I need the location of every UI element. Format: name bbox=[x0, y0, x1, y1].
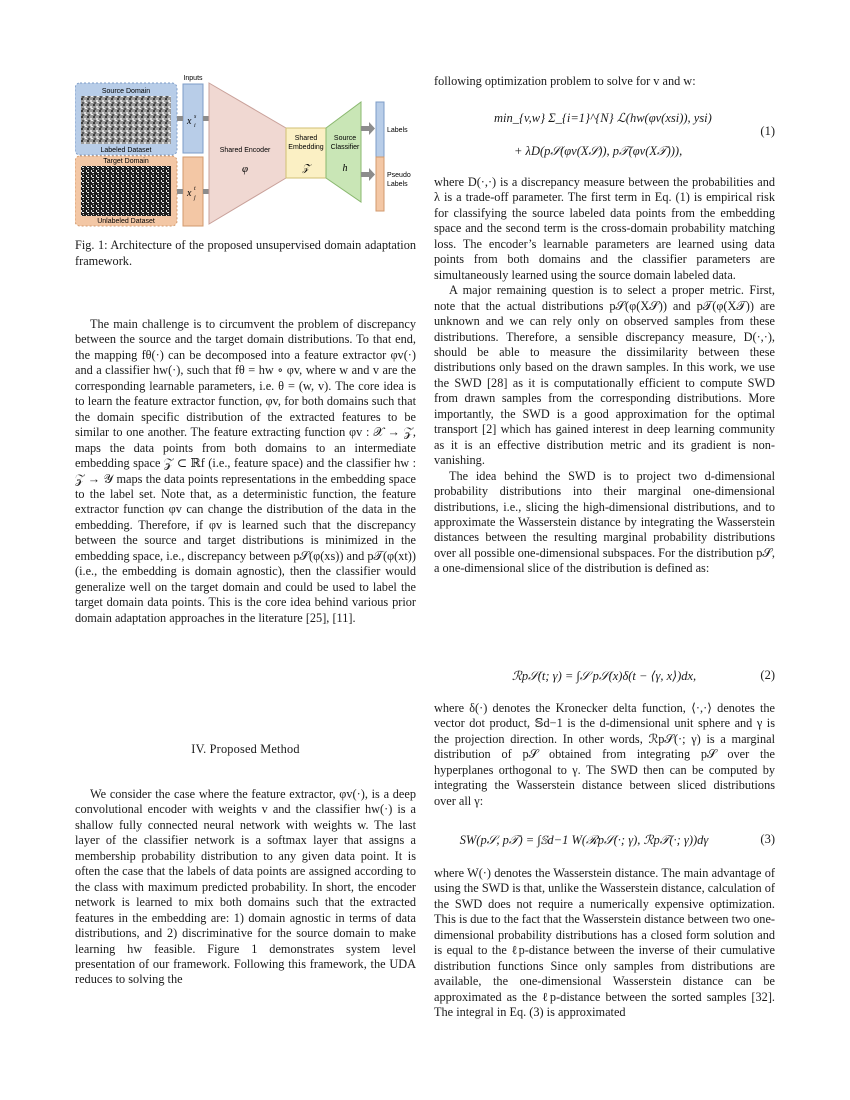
source-input-sup: s bbox=[194, 114, 197, 120]
source-input-box bbox=[183, 84, 203, 153]
shared-embedding-label-1: Shared bbox=[294, 135, 318, 142]
target-input-sup: t bbox=[194, 186, 196, 192]
equation-1 bbox=[434, 104, 775, 166]
right-intro: following optimization problem to solve for v and w: bbox=[434, 74, 696, 88]
labels-bar bbox=[376, 102, 384, 159]
source-classifier-label-2: Classifier bbox=[330, 144, 360, 151]
source-classifier-label-1: Source bbox=[333, 135, 357, 142]
right-paragraph-3: The idea behind the SWD is to project two d-dimensional probability distributions into their marginal one-dimensional distributions, i.e., slicing the high-dimensional distributions, and to approximate the Wasserstein distance by integrating the Wasserstein distances between the resulting marginal probability distributions over all possible one-dimensional subspaces. For the distribution p𝒮, a one-dimensional slice of the distribution is defined as: bbox=[434, 468, 775, 576]
architecture-diagram bbox=[75, 74, 416, 232]
right-paragraph-4: where δ(·) denotes the Kronecker delta function, ⟨·,·⟩ denotes the vector dot product, 𝕊d−1 is the d-dimensional unit sphere and γ is the projection direction. In other words, ℛp𝒮(·; γ) is a marginal distribution of p𝒮 obtained from integrating p𝒮 over the hyperplanes orthogonal to γ. The SWD then can be computed by integrating the Wasserstein distance between sliced distributions over all γ: bbox=[434, 701, 775, 808]
target-input-sub: j bbox=[194, 195, 196, 201]
source-classifier-shape bbox=[326, 102, 361, 202]
right-paragraph-2: A major remaining question is to select a proper metric. First, note that the actual distributions p𝒮(φ(X𝒮)) and p𝒯(φ(X𝒯)) are unknown and we can rely only on observed samples from these distributions. Therefore, a sensible discrepancy measure, D(·,·), should be able to measure the dissimilarity between these distributions only based on the drawn samples. In this work, we use the SWD [28] as it is computationally efficient to compute SWD from drawn samples from the corresponding distributions. More importantly, the SWD is a good approximation for the optimal transport [2] which has gained interest in deep learning community as it is an effective distribution metric and its gradient is non-vanishing. bbox=[434, 283, 775, 468]
equation-2-body: ℛp𝒮(t; γ) = ∫𝒮 p𝒮(x)δ(t − ⟨γ, x⟩)dx, bbox=[511, 669, 697, 683]
labels-label: Labels bbox=[387, 127, 408, 134]
inputs-label: Inputs bbox=[183, 75, 203, 82]
equation-1-line-1: min_{v,w} Σ_{i=1}^{N} ℒ(hw(φv(xsi)), ysi) bbox=[494, 111, 712, 125]
source-input-sub: i bbox=[194, 123, 196, 129]
pseudo-labels-label-2: Labels bbox=[387, 181, 408, 188]
source-domain-label: Source Domain bbox=[101, 88, 151, 95]
architecture-figure bbox=[75, 74, 416, 232]
embedding-symbol: 𝒵 bbox=[302, 163, 310, 174]
right-paragraph-1: where D(·,·) is a discrepancy measure between the probabilities and λ is a trade-off parameter. The first term in Eq. (1) is empirical risk for classifying the source labeled data points from the embedding space and the second term is the cross-domain probability matching loss. The encoder’s learnable parameters are learned using data points from both domains and the classifier parameters are simultaneously learned using the source domain labeled data. bbox=[434, 175, 775, 282]
right-paragraph-5: where W(·) denotes the Wasserstein distance. The main advantage of using the SWD is that, unlike the Wasserstein distance, calculation of the SWD does not require a numerically expensive optimization. This is due to the fact that the Wasserstein distance between two one-dimensional probability distributions has a closed form solution and is equal to the ℓp-distance between the inverse of their cumulative distribution functions Since only samples from distributions are available, the one-dimensional Wasserstein distance can be approximated as the ℓp-distance between the sorted samples [32]. The integral in Eq. (3) is approximated bbox=[434, 866, 775, 1020]
encoder-symbol: φ bbox=[241, 163, 249, 175]
equation-2 bbox=[434, 664, 775, 694]
target-input-symbol: x bbox=[187, 188, 192, 199]
pseudo-labels-bar bbox=[376, 157, 384, 211]
unlabeled-dataset-label: Unlabeled Dataset bbox=[97, 218, 155, 225]
source-images bbox=[81, 96, 171, 144]
equation-2-number: (2) bbox=[760, 668, 775, 682]
equation-1-number: (1) bbox=[760, 124, 775, 138]
equation-3-number: (3) bbox=[760, 832, 775, 846]
classifier-symbol: h bbox=[342, 163, 348, 174]
left-paragraph-1: The main challenge is to circumvent the problem of discrepancy between the source and the target domain distributions. To that end, the mapping fθ(·) can be decomposed into a feature extractor φv(·) and a classifier hw(·), such that fθ = hw ∘ φv, where w and v are the corresponding learnable parameters, i.e. θ = (w, v). The core idea is to learn the feature extractor function, φv, for both domains such that the domain specific distribution of the extracted features to be similar to one another. The feature extracting function φv : 𝒳 → 𝒵, maps the data points from both domains to an intermediate embedding space 𝒵 ⊂ ℝf (i.e., feature space) and the classifier hw : 𝒵 → 𝒴 maps the data points representations in the embedding space to the label set. Note that, as a deterministic function, the feature extractor function φv can change the distribution of the data in the embedding. Therefore, if φv is learned such that the discrepancy between the source and target distributions is minimized in the embedding space, i.e., discrepancy between p𝒮(φ(xs)) and p𝒯(φ(xt)) (i.e., the embedding is domain agnostic), then the classifier would generalize well on the target domain and could be used to label the target domain data points. This is the core idea behind various prior domain adaptation approaches in the literature [25], [11]. bbox=[75, 317, 416, 625]
figure-caption: Fig. 1: Architecture of the proposed unsupervised domain adaptation framework. bbox=[75, 238, 416, 268]
left-paragraph-2: We consider the case where the feature extractor, φv(·), is a deep convolutional encoder with weights v and the classifier hw(·) is a shallow fully connected neural network with weights w. The last layer of the classifier network is a softmax layer that assigns a membership probability distribution to any given data point. It is often the case that the labels of data points are assigned according to the class with maximum predicted probability. In short, the encoder network is learned to mix both domains such that the extracted features in the embedding are: 1) domain agnostic in terms of data distributions, and 2) discriminative for the source domain to make learning hw feasible. Figure 1 demonstrates system level presentation of our framework. Following this framework, the UDA reduces to solving the bbox=[75, 787, 416, 987]
target-domain-label: Target Domain bbox=[103, 158, 149, 165]
labeled-dataset-label: Labeled Dataset bbox=[100, 147, 152, 154]
shared-encoder-label: Shared Encoder bbox=[219, 147, 271, 154]
equation-1-line-2: + λD(p𝒮(φv(X𝒮)), p𝒯(φv(X𝒯))), bbox=[514, 144, 683, 158]
shared-embedding-label-2: Embedding bbox=[288, 144, 324, 151]
target-input-box bbox=[183, 157, 203, 226]
source-input-symbol: x bbox=[187, 116, 192, 127]
pseudo-labels-label-1: Pseudo bbox=[387, 172, 411, 179]
target-images bbox=[81, 166, 171, 216]
section-heading: IV. Proposed Method bbox=[191, 742, 300, 756]
equation-3 bbox=[434, 828, 775, 858]
equation-3-body: SW(p𝒮, p𝒯) = ∫𝕊d−1 W(ℛp𝒮(·; γ), ℛp𝒯(·; γ))dγ bbox=[459, 833, 709, 847]
